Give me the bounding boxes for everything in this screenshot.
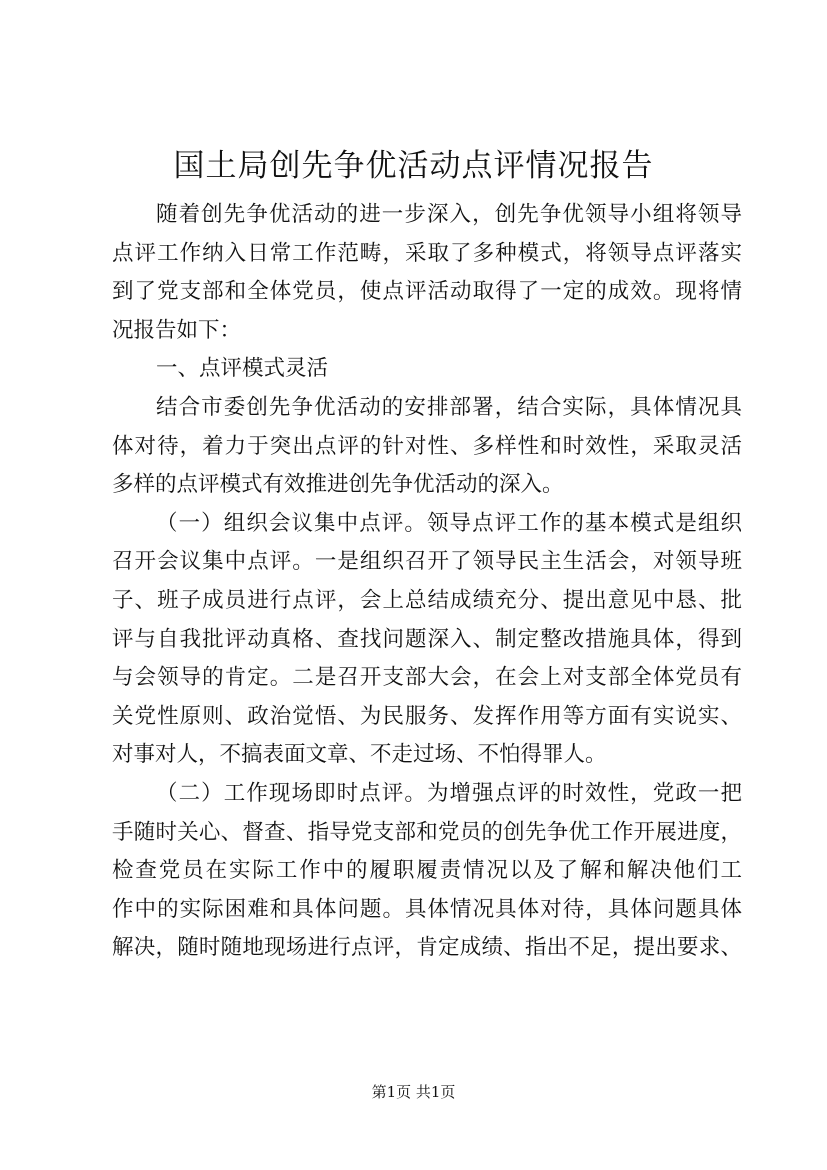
body-line: 点评工作纳入日常工作范畴，采取了多种模式，将领导点评落实 (112, 240, 742, 266)
body-line: 多样的点评模式有效推进创先争优活动的深入。 (112, 472, 564, 498)
page-footer: 第1页 共1页 (371, 1083, 456, 1101)
body-line: 一、点评模式灵活 (156, 356, 329, 382)
body-line: 检查党员在实际工作中的履职履责情况以及了解和解决他们工 (112, 858, 742, 884)
body-line: 况报告如下： (112, 317, 242, 343)
body-line: （二）工作现场即时点评。为增强点评的时效性，党政一把 (156, 780, 742, 806)
body-line: 作中的实际困难和具体问题。具体情况具体对待，具体问题具体 (112, 896, 742, 922)
body-line: 体对待，着力于突出点评的针对性、多样性和时效性，采取灵活 (112, 433, 742, 459)
body-line: 关党性原则、政治觉悟、为民服务、发挥作用等方面有实说实、 (112, 703, 742, 729)
body-line: 对事对人，不搞表面文章、不走过场、不怕得罪人。 (112, 742, 607, 768)
document-body (112, 196, 742, 968)
body-line: 到了党支部和全体党员，使点评活动取得了一定的成效。现将情 (112, 279, 742, 305)
body-line: 随着创先争优活动的进一步深入，创先争优领导小组将领导 (156, 202, 742, 227)
document-title: 国土局创先争优活动点评情况报告 (173, 148, 654, 184)
body-line: （一）组织会议集中点评。领导点评工作的基本模式是组织 (156, 510, 742, 536)
body-line: 召开会议集中点评。一是组织召开了领导民主生活会，对领导班 (112, 549, 742, 575)
body-line: 解决，随时随地现场进行点评，肯定成绩、指出不足，提出要求、 (112, 935, 742, 961)
body-line: 结合市委创先争优活动的安排部署，结合实际，具体情况具 (156, 394, 742, 420)
body-line: 与会领导的肯定。二是召开支部大会，在会上对支部全体党员有 (112, 665, 742, 691)
body-line: 评与自我批评动真格、查找问题深入、制定整改措施具体，得到 (112, 626, 742, 652)
body-line: 手随时关心、督查、指导党支部和党员的创先争优工作开展进度， (112, 819, 742, 845)
body-line: 子、班子成员进行点评，会上总结成绩充分、提出意见中恳、批 (112, 587, 742, 613)
